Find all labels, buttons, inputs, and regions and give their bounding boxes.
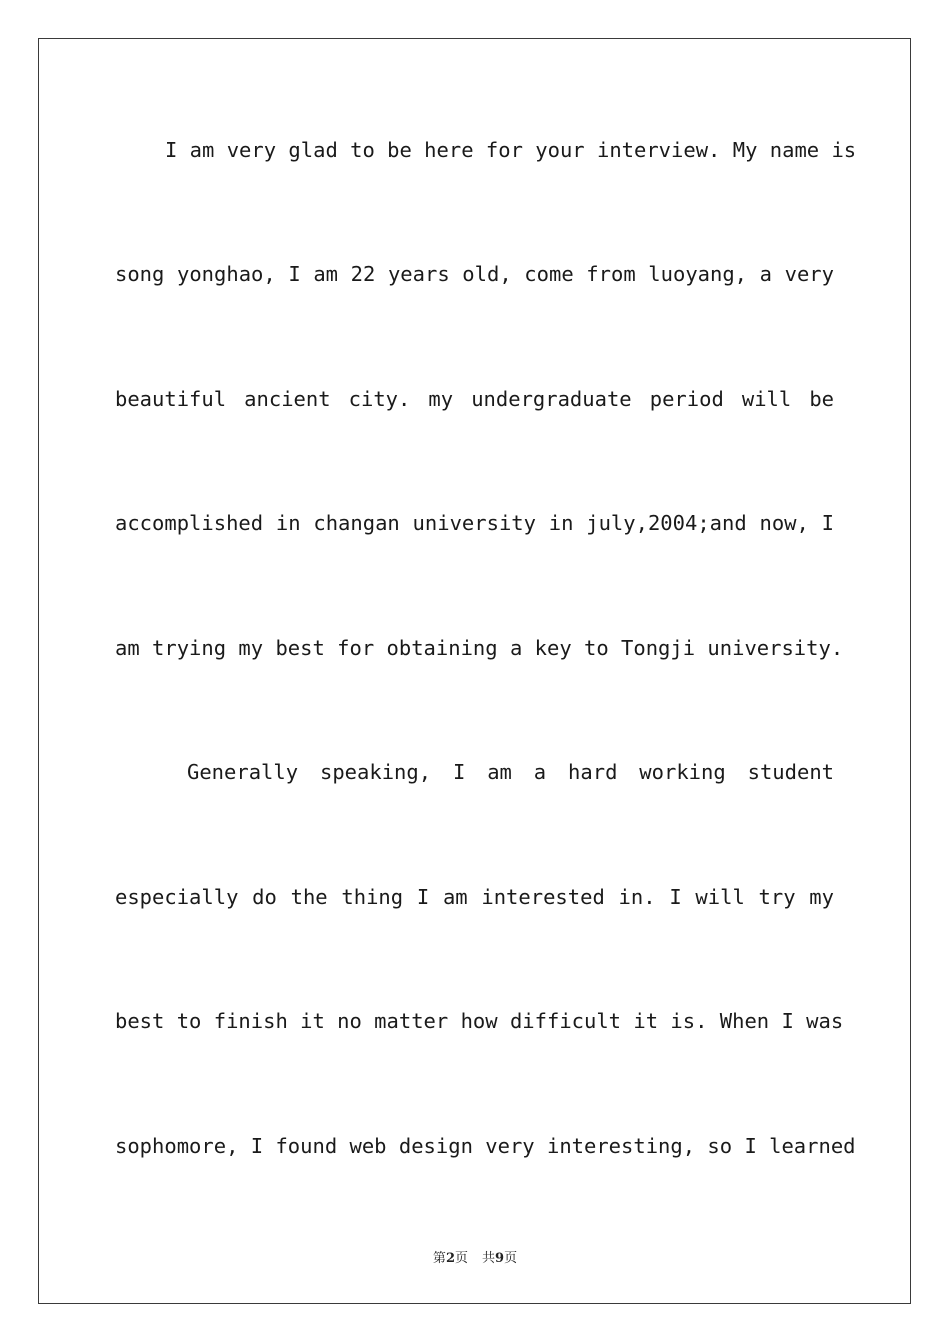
paragraph-line: I am very glad to be here for your interview. My name is: [165, 138, 857, 162]
paragraph-line: especially do the thing I am interested in. I will try my: [115, 885, 834, 909]
page-border: [38, 38, 911, 1304]
page-suffix: 页: [454, 1251, 468, 1266]
paragraph-line: accomplished in changan university in july,2004;and now, I: [115, 511, 834, 535]
paragraph-line: Generally speaking, I am a hard working student: [187, 760, 834, 784]
paragraph-line: sophomore, I found web design very interesting, so I learned: [115, 1134, 856, 1158]
paragraph-line: song yonghao, I am 22 years old, come from luoyang, a very: [115, 262, 834, 286]
paragraph-line: am trying my best for obtaining a key to Tongji university.: [115, 636, 844, 660]
page-footer: [0, 1247, 950, 1266]
total-prefix: 共: [482, 1251, 496, 1266]
paragraph-line: beautiful ancient city. my undergraduate period will be: [115, 387, 834, 411]
total-page-number: 9: [495, 1251, 505, 1266]
page-prefix: 第: [432, 1251, 446, 1266]
paragraph-line: best to finish it no matter how difficult it is. When I was: [115, 1009, 844, 1033]
total-suffix: 页: [504, 1251, 518, 1266]
current-page-number: 2: [445, 1251, 455, 1266]
